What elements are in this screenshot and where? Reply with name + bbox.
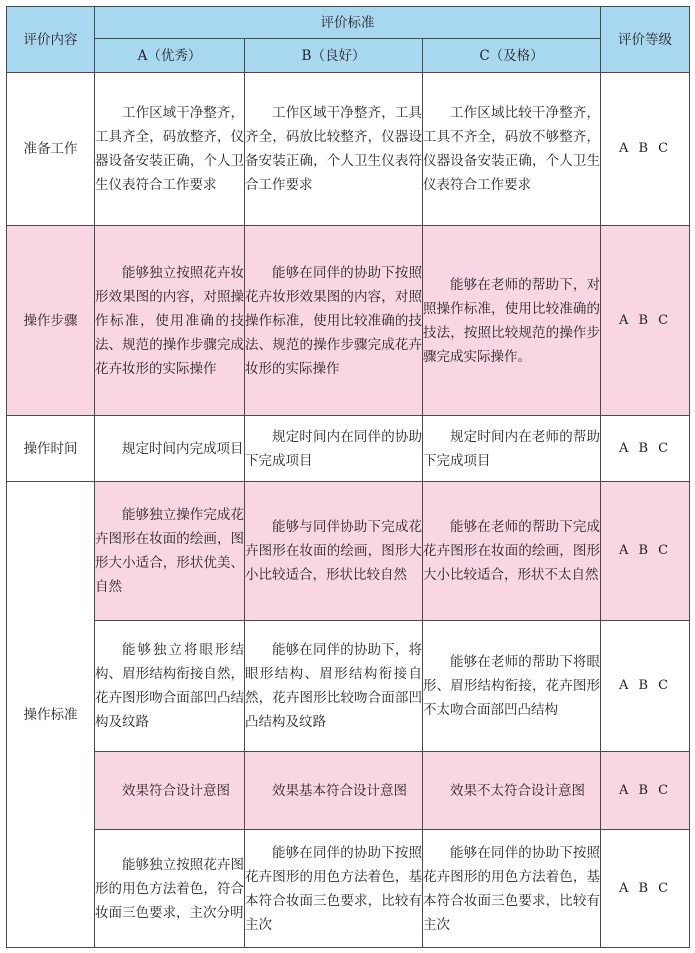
cell-b: 效果基本符合设计意图 [245, 752, 423, 830]
category-standard: 操作标准 [7, 482, 95, 948]
header-col-b: B（良好） [245, 39, 423, 73]
cell-a: 效果符合设计意图 [95, 752, 245, 830]
grade-cell: A B C [601, 830, 690, 948]
table-row [7, 482, 690, 621]
grade-cell: A B C [601, 416, 690, 482]
cell-b: 能够与同伴协助下完成花卉图形在妆面的绘画，图形大小比较适合，形状比较自然 [245, 482, 423, 621]
category-steps: 操作步骤 [7, 226, 95, 416]
category-prep: 准备工作 [7, 73, 95, 226]
grade-cell: A B C [601, 73, 690, 226]
header-col-c: C（及格） [423, 39, 601, 73]
header-standard: 评价标准 [95, 7, 601, 39]
cell-a: 能够独立按照花卉图形的用色方法着色，符合妆面三色要求，主次分明 [95, 830, 245, 948]
cell-c: 能够在老师的帮助下，对照操作标准，使用比较准确的技法，按照比较规范的操作步骤完成实际操作。 [423, 226, 601, 416]
table-row [7, 752, 690, 830]
cell-b: 能够在同伴的协助下按照花卉妆形效果图的内容，对照操作标准，使用比较准确的技法、规范的操作步骤完成花卉妆形的实际操作 [245, 226, 423, 416]
subheader-row [7, 39, 690, 73]
grade-cell: A B C [601, 621, 690, 752]
cell-c: 能够在同伴的协助下按照花卉图形的用色方法着色，基本符合妆面三色要求，比较有主次 [423, 830, 601, 948]
cell-a: 规定时间内完成项目 [95, 416, 245, 482]
header-row [7, 7, 690, 39]
cell-b: 工作区域干净整齐，工具齐全，码放比较整齐，仪器设备安装正确，个人卫生仪表符合工作要求 [245, 73, 423, 226]
table-row [7, 73, 690, 226]
table-row [7, 416, 690, 482]
cell-b: 能够在同伴的协助下按照花卉图形的用色方法着色，基本符合妆面三色要求，比较有主次 [245, 830, 423, 948]
header-grade: 评价等级 [601, 7, 690, 73]
cell-a: 能够独立按照花卉妆形效果图的内容，对照操作标准，使用准确的技法、规范的操作步骤完成花卉妆形的实际操作 [95, 226, 245, 416]
table-row [7, 830, 690, 948]
evaluation-table [6, 6, 690, 948]
grade-cell: A B C [601, 482, 690, 621]
cell-a: 工作区域干净整齐，工具齐全，码放整齐，仪器设备安装正确，个人卫生仪表符合工作要求 [95, 73, 245, 226]
category-time: 操作时间 [7, 416, 95, 482]
cell-c: 规定时间内在老师的帮助下完成项目 [423, 416, 601, 482]
table-row [7, 226, 690, 416]
table-row [7, 621, 690, 752]
grade-cell: A B C [601, 226, 690, 416]
cell-b: 能够在同伴的协助下，将眼形结构、眉形结构衔接自然，花卉图形比较吻合面部凹凸结构及纹路 [245, 621, 423, 752]
grade-cell: A B C [601, 752, 690, 830]
cell-b: 规定时间内在同伴的协助下完成项目 [245, 416, 423, 482]
cell-c: 效果不太符合设计意图 [423, 752, 601, 830]
cell-c: 能够在老师的帮助下将眼形、眉形结构衔接，花卉图形不太吻合面部凹凸结构 [423, 621, 601, 752]
cell-a: 能够独立操作完成花卉图形在妆面的绘画，图形大小适合，形状优美、自然 [95, 482, 245, 621]
header-content: 评价内容 [7, 7, 95, 73]
header-col-a: A（优秀） [95, 39, 245, 73]
cell-c: 能够在老师的帮助下完成花卉图形在妆面的绘画，图形大小比较适合，形状不太自然 [423, 482, 601, 621]
cell-c: 工作区域比较干净整齐，工具不齐全，码放不够整齐，仪器设备安装正确，个人卫生仪表符合工作要求 [423, 73, 601, 226]
cell-a: 能够独立将眼形结构、眉形结构衔接自然，花卉图形吻合面部凹凸结构及纹路 [95, 621, 245, 752]
